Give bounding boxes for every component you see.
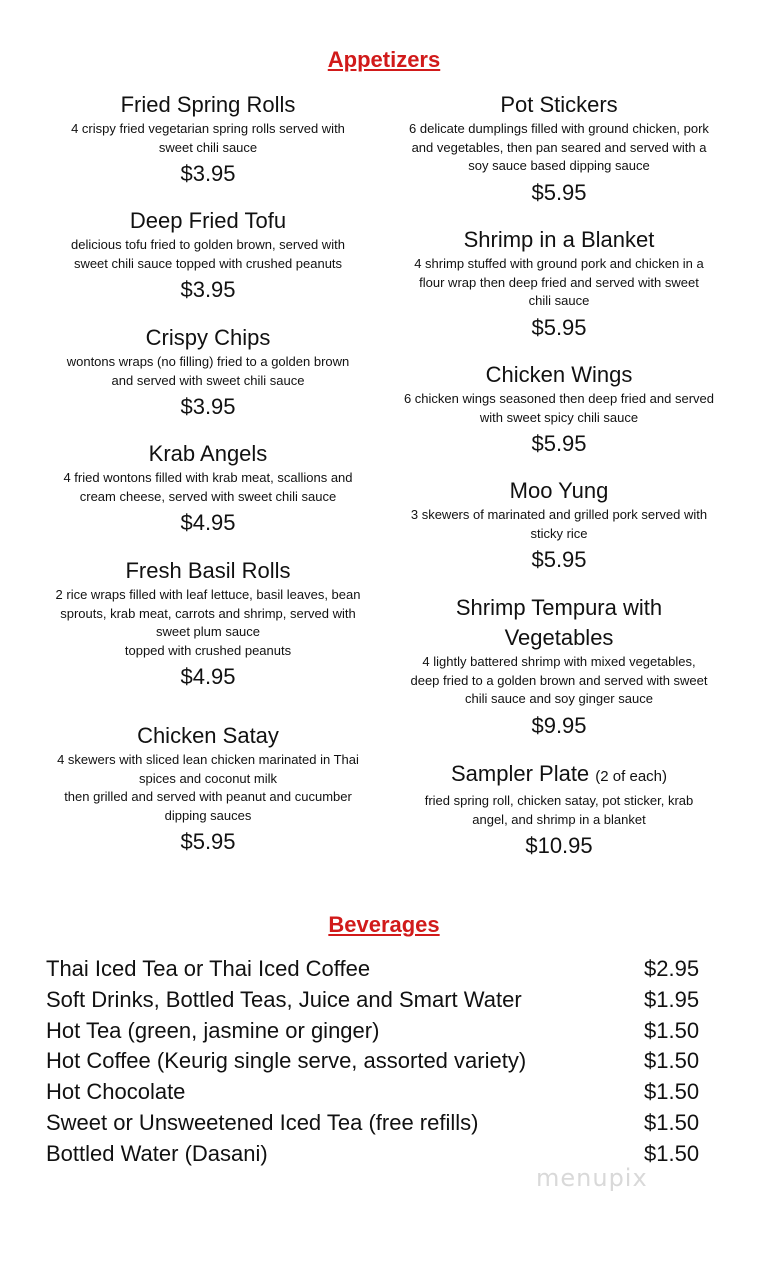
item-note: (2 of each) bbox=[595, 768, 668, 785]
beverage-name: Hot Coffee (Keurig single serve, assorted variety) bbox=[46, 1048, 527, 1074]
menu-item bbox=[33, 556, 383, 692]
menu-item bbox=[384, 759, 734, 861]
item-description: 3 skewers of marinated and grilled pork served with sticky rice bbox=[410, 507, 708, 541]
beverage-price: $2.95 bbox=[644, 956, 700, 981]
menu-item bbox=[33, 90, 383, 189]
item-price: $3.95 bbox=[180, 394, 236, 419]
beverage-row bbox=[46, 1077, 706, 1108]
beverage-price: $1.50 bbox=[644, 1048, 700, 1074]
beverage-price: $1.50 bbox=[644, 1017, 700, 1043]
item-price: $4.95 bbox=[180, 510, 236, 535]
item-description: fried spring roll, chicken satay, pot sticker, krab angel, and shrimp in a blanket bbox=[424, 793, 694, 827]
appetizers-heading: Appetizers bbox=[327, 47, 441, 72]
item-name: Chicken Wings bbox=[485, 362, 633, 387]
beverage-row bbox=[46, 1108, 706, 1139]
item-price: $4.95 bbox=[180, 664, 236, 689]
item-name: Fried Spring Rolls bbox=[120, 92, 296, 117]
watermark: menupix bbox=[536, 1164, 648, 1192]
item-price: $5.95 bbox=[180, 829, 236, 854]
item-price: $5.95 bbox=[531, 314, 587, 340]
beverage-name: Hot Tea (green, jasmine or ginger) bbox=[46, 1017, 380, 1043]
menu-item bbox=[384, 476, 734, 575]
beverage-name: Bottled Water (Dasani) bbox=[46, 1140, 268, 1166]
menu-item bbox=[384, 360, 734, 459]
item-description: 2 rice wraps filled with leaf lettuce, basil leaves, bean sprouts, krab meat, carrots and shrimp, served with sweet plum sauce topped with crushed peanuts bbox=[55, 587, 361, 658]
menu-item bbox=[33, 206, 383, 305]
item-name: Fresh Basil Rolls bbox=[125, 558, 291, 583]
item-name: Chicken Satay bbox=[137, 723, 279, 748]
item-name-continued: Vegetables bbox=[504, 625, 614, 650]
menu-item bbox=[384, 593, 734, 741]
beverage-name: Sweet or Unsweetened Iced Tea (free refills) bbox=[46, 1109, 479, 1135]
item-description: 4 lightly battered shrimp with mixed vegetables, deep fried to a golden brown and served with sweet chili sauce and soy ginger sauce bbox=[410, 654, 708, 706]
menu-item bbox=[384, 90, 734, 208]
beverages-list bbox=[46, 954, 706, 1170]
menu-item bbox=[33, 721, 383, 857]
item-name: Shrimp in a Blanket bbox=[463, 227, 655, 252]
beverage-price: $1.50 bbox=[644, 1140, 700, 1166]
item-description: delicious tofu fried to golden brown, served with sweet chili sauce topped with crushed peanuts bbox=[71, 237, 345, 271]
item-description: wontons wraps (no filling) fried to a golden brown and served with sweet chili sauce bbox=[66, 354, 350, 388]
item-name: Sampler Plate (2 of each) bbox=[450, 761, 668, 786]
item-price: $5.95 bbox=[531, 547, 587, 572]
item-price: $5.95 bbox=[531, 431, 587, 456]
menu-item bbox=[384, 225, 734, 343]
beverage-row bbox=[46, 954, 706, 985]
item-description: 4 crispy fried vegetarian spring rolls served with sweet chili sauce bbox=[71, 121, 345, 155]
item-price: $3.95 bbox=[180, 161, 236, 186]
item-description: 4 shrimp stuffed with ground pork and chicken in a flour wrap then deep fried and served with sweet chili sauce bbox=[414, 256, 704, 308]
item-description: 4 skewers with sliced lean chicken marinated in Thai spices and coconut milk then grilled and served with peanut and cucumber dipping sauces bbox=[57, 752, 359, 823]
item-description: 4 fried wontons filled with krab meat, scallions and cream cheese, served with sweet chili sauce bbox=[63, 470, 353, 504]
beverage-name: Thai Iced Tea or Thai Iced Coffee bbox=[46, 956, 371, 981]
item-price: $9.95 bbox=[531, 712, 587, 738]
item-description: 6 delicate dumplings filled with ground chicken, pork and vegetables, then pan seared and served with a soy sauce based dipping sauce bbox=[409, 121, 709, 173]
menu-item bbox=[33, 439, 383, 538]
beverage-row bbox=[46, 1016, 706, 1047]
beverage-row bbox=[46, 985, 706, 1016]
beverage-name: Soft Drinks, Bottled Teas, Juice and Smart Water bbox=[46, 986, 522, 1012]
item-price: $5.95 bbox=[531, 179, 587, 205]
beverage-name: Hot Chocolate bbox=[46, 1079, 186, 1105]
beverage-price: $1.95 bbox=[644, 986, 700, 1012]
item-description: 6 chicken wings seasoned then deep fried and served with sweet spicy chili sauce bbox=[403, 391, 715, 425]
item-name: Pot Stickers bbox=[500, 92, 618, 117]
beverages-heading: Beverages bbox=[328, 912, 440, 937]
item-name: Shrimp Tempura with bbox=[455, 595, 663, 620]
menu-item bbox=[33, 323, 383, 422]
item-name: Krab Angels bbox=[148, 441, 268, 466]
beverage-price: $1.50 bbox=[644, 1079, 700, 1105]
item-price: $10.95 bbox=[525, 833, 593, 858]
beverage-row bbox=[46, 1046, 706, 1077]
item-name: Deep Fried Tofu bbox=[129, 208, 287, 233]
item-name: Moo Yung bbox=[509, 478, 609, 503]
beverage-price: $1.50 bbox=[644, 1109, 700, 1135]
item-price: $3.95 bbox=[180, 277, 236, 302]
item-name: Crispy Chips bbox=[145, 325, 271, 350]
